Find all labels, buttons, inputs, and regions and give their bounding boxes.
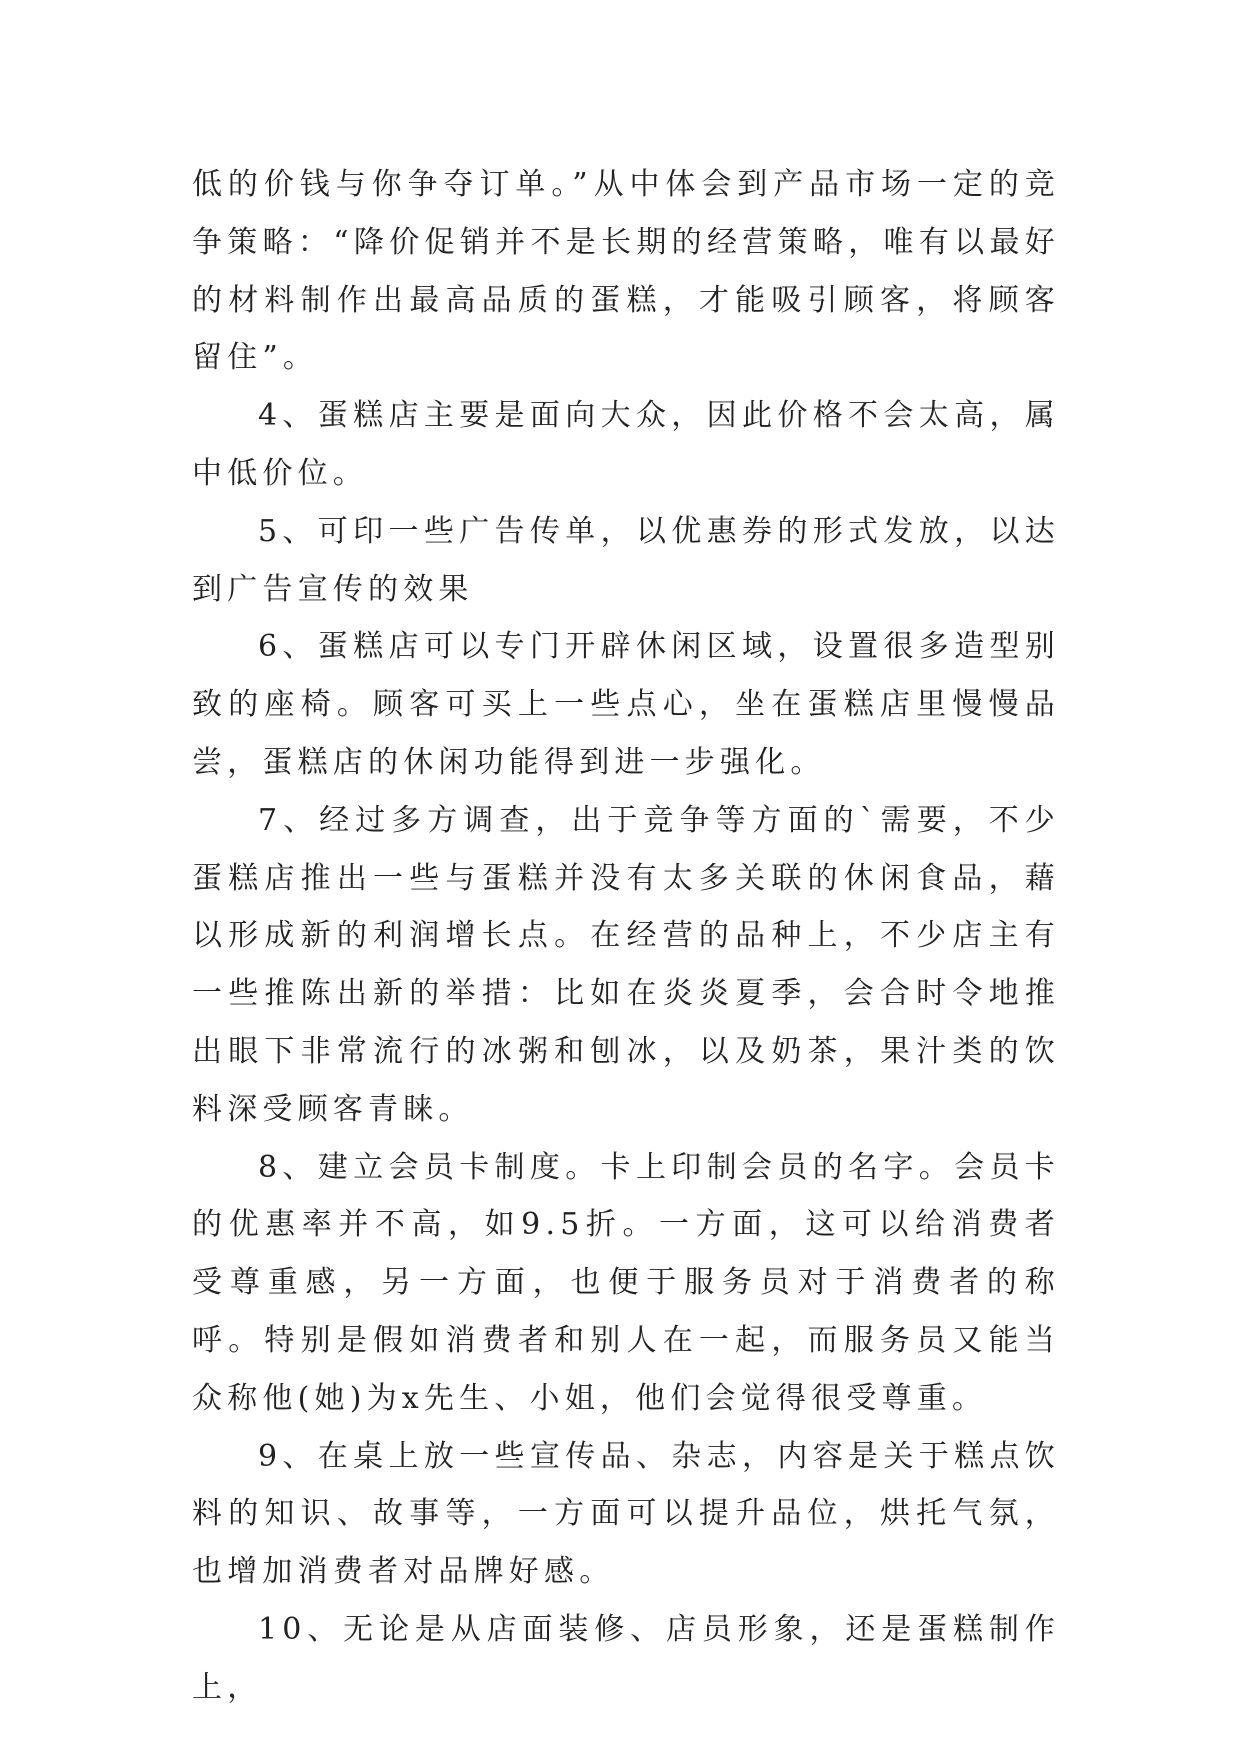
paragraph-item-4: 4、蛋糕店主要是面向大众，因此价格不会太高，属中低价位。 (192, 398, 1060, 491)
paragraph-item-7: 7、经过多方调查，出于竞争等方面的`需要，不少蛋糕店推出一些与蛋糕并没有太多关联的休闲食品，藉以形成新的利润增长点。在经营的品种上，不少店主有一些推陈出新的举措：比如在炎炎夏季，会合时令地推出眼下非常流行的冰粥和刨冰，以及奶茶，果汁类的饮料深受顾客青睐。 (192, 802, 1060, 1127)
paragraph-item-9: 9、在桌上放一些宣传品、杂志，内容是关于糕点饮料的知识、故事等，一方面可以提升品位，烘托气氛，也增加消费者对品牌好感。 (192, 1438, 1060, 1590)
paragraph-item-8: 8、建立会员卡制度。卡上印制会员的名字。会员卡的优惠率并不高，如9.5折。一方面，这可以给消费者受尊重感，另一方面，也便于服务员对于消费者的称呼。特别是假如消费者和别人在一起，而服务员又能当众称他(她)为x先生、小姐，他们会觉得很受尊重。 (192, 1149, 1060, 1416)
paragraph-item-5: 5、可印一些广告传单，以优惠券的形式发放，以达到广告宣传的效果 (192, 513, 1060, 607)
paragraph-continuation: 低的价钱与你争夺订单。”从中体会到产品市场一定的竞争策略：“降价促销并不是长期的经营策略，唯有以最好的材料制作出最高品质的蛋糕，才能吸引顾客，将顾客留住”。 (192, 167, 1060, 376)
document-body (192, 156, 1060, 1717)
paragraph-item-10: 10、无论是从店面装修、店员形象，还是蛋糕制作上， (192, 1611, 1060, 1705)
paragraph-item-6: 6、蛋糕店可以专门开辟休闲区域，设置很多造型别致的座椅。顾客可买上一些点心，坐在蛋糕店里慢慢品尝，蛋糕店的休闲功能得到进一步强化。 (192, 629, 1060, 780)
